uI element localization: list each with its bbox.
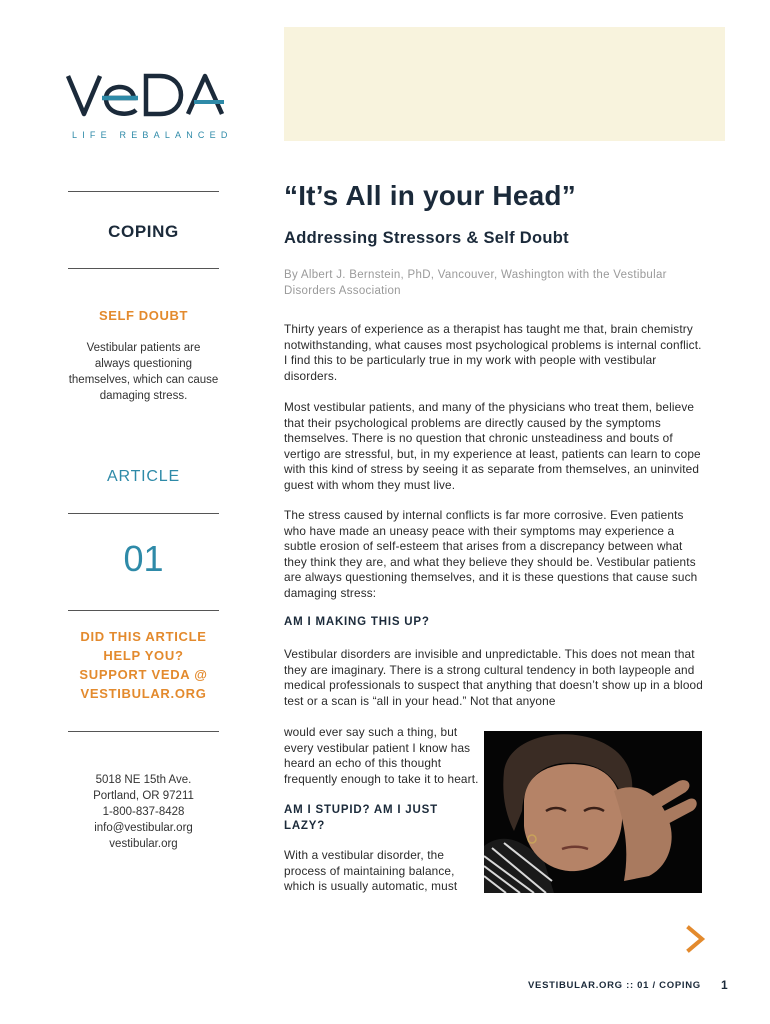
section-label: COPING — [108, 222, 179, 241]
question-heading: AM I STUPID? AM I JUST LAZY? — [284, 804, 438, 832]
veda-logo — [66, 72, 226, 122]
website-link[interactable]: vestibular.org — [109, 838, 178, 850]
article-subtitle: Addressing Stressors & Self Doubt — [284, 229, 569, 247]
page-number: 1 — [721, 978, 728, 992]
question-heading: AM I MAKING THIS UP? — [284, 616, 430, 628]
article-paragraph: Thirty years of experience as a therapist has taught me that, brain chemistry notwithstanding, what causes most psychological problems is internal conflict. I find this to be particularly true in my work with people with vestibular disorders. — [284, 322, 702, 383]
topic-label: SELF DOUBT — [98, 308, 189, 323]
article-number: 01 — [123, 538, 164, 579]
sidebar-divider — [68, 513, 219, 514]
article-paragraph: The stress caused by internal conflicts is far more corrosive. Even patients who have made an uneasy peace with their symptoms may experience a subtle erosion of self-esteem that arises from a discrepancy between what they think they are, and what they believe they should be. Vestibular patients are always questioning themselves, and it is these questions that cause such damaging stress: — [284, 508, 698, 600]
article-paragraph: With a vestibular disorder, the process of maintaining balance, which is usually automatic, must — [284, 848, 458, 894]
article-title: “It’s All in your Head” — [284, 180, 576, 211]
sidebar-divider — [68, 731, 219, 732]
address-line: 5018 NE 15th Ave. — [95, 774, 192, 786]
article-paragraph: Vestibular disorders are invisible and unpredictable. This does not mean that they are imaginary. There is a strong cultural tendency in both laypeople and medical professionals to suspect that anything that doesn’t show up in a blood test or a scan is “all in your head.” Not that anyone — [284, 647, 703, 708]
sidebar-divider — [68, 268, 219, 269]
email-link[interactable]: info@vestibular.org — [94, 822, 193, 834]
article-paragraph: Most vestibular patients, and many of the physicians who treat them, believe that their psychological problems are directly caused by the symptoms themselves. There is no question that chronic unsteadiness and bouts of vertigo are stressful, but, in my experience at least, patients can learn to cope with this kind of stress by seeing it as separate from themselves, an uninvited guest with whom they must live. — [284, 400, 701, 492]
article-label: ARTICLE — [107, 468, 180, 485]
header-band — [284, 27, 725, 141]
article-photo — [484, 731, 702, 893]
address-line: Portland, OR 97211 — [93, 790, 194, 802]
article-byline: By Albert J. Bernstein, PhD, Vancouver, Washington with the Vestibular Disorders Association — [284, 269, 667, 297]
article-paragraph: would ever say such a thing, but every vestibular patient I know has heard an echo of this thought frequently enough to take it to heart. — [284, 725, 479, 786]
page-footer: VESTIBULAR.ORG :: 01 / COPING — [528, 980, 701, 991]
contact-address — [68, 772, 219, 852]
support-link[interactable]: DID THIS ARTICLE HELP YOU? SUPPORT VEDA @ VESTIBULAR.ORG — [79, 629, 208, 701]
sidebar-divider — [68, 191, 219, 192]
phone-number[interactable]: 1-800-837-8428 — [102, 806, 185, 818]
next-page-chevron-icon[interactable] — [684, 925, 708, 953]
sidebar-divider — [68, 610, 219, 611]
tagline: LIFE REBALANCED — [72, 130, 233, 140]
topic-summary: Vestibular patients are always questioning themselves, which can cause damaging stress. — [68, 342, 219, 402]
